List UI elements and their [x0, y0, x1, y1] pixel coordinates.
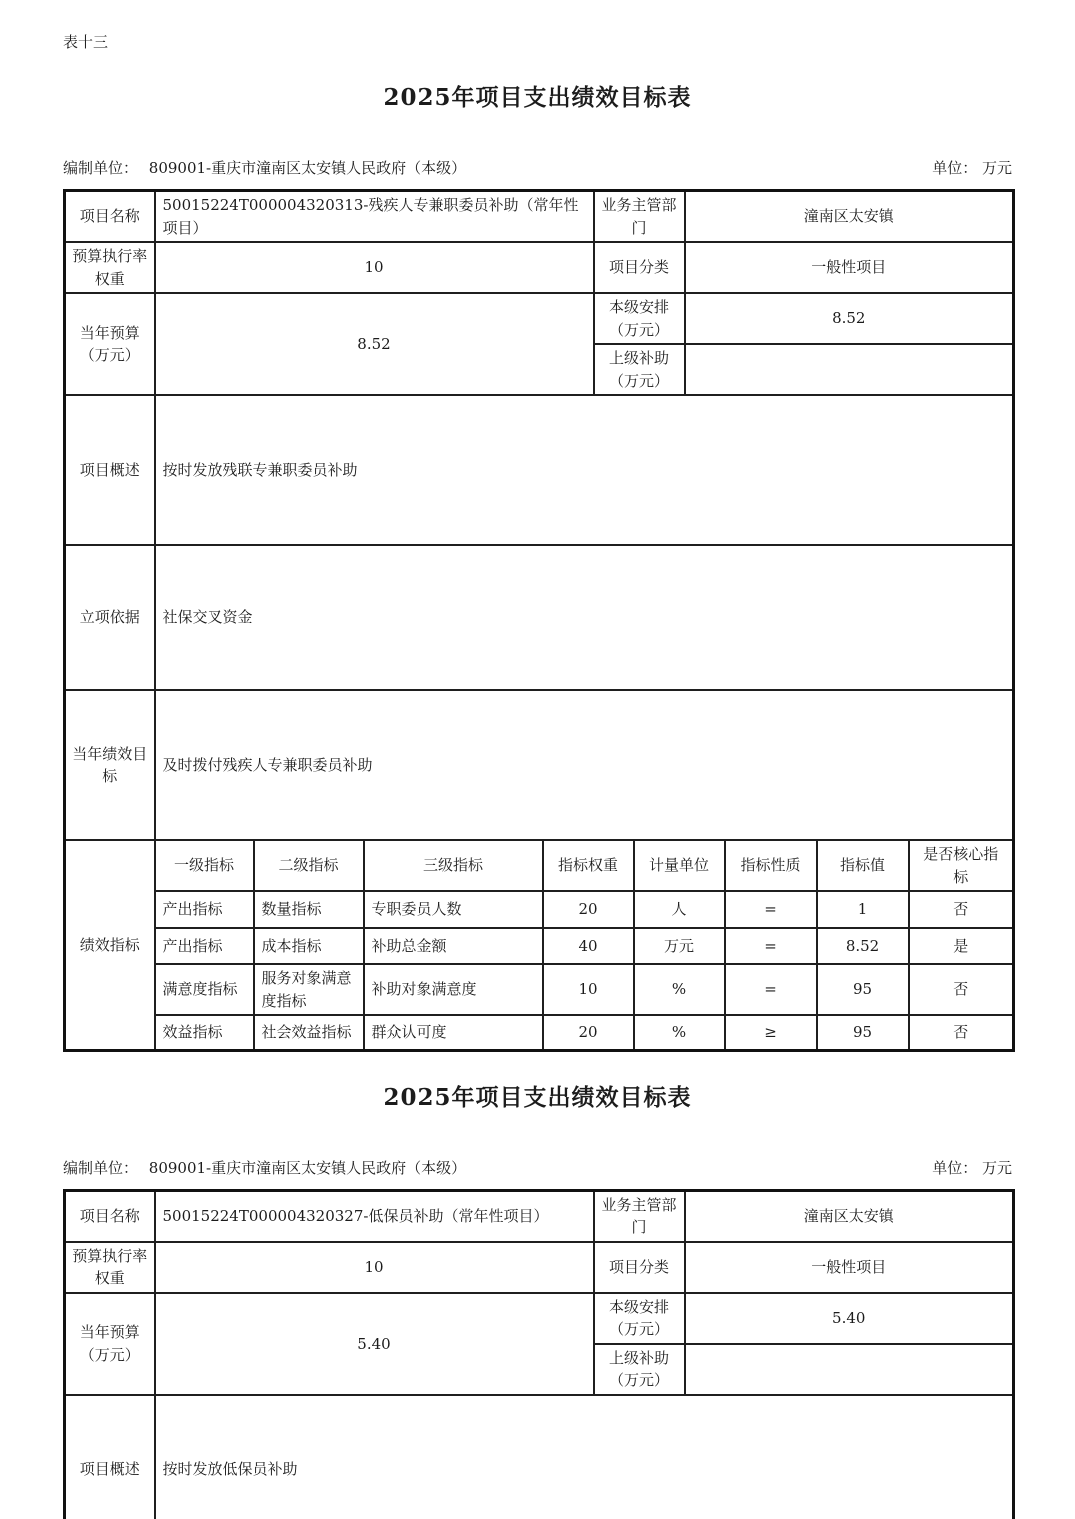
l1-cell: 产出指标: [155, 891, 254, 928]
table-row: [65, 545, 1014, 690]
prepared-by-label: 编制单位：: [63, 1158, 139, 1177]
table-row: [65, 395, 1014, 545]
weight-cell: 20: [543, 1015, 634, 1050]
indicator-header-cell: 指标值: [817, 840, 909, 891]
prepared-by-value: 809001-重庆市潼南区太安镇人民政府（本级）: [148, 1158, 467, 1177]
year-budget-value-cell: 8.52: [155, 293, 594, 395]
dept-label-cell: 业务主管部门: [594, 1190, 685, 1242]
project-name-value-cell: 50015224T000004320327-低保员补助（常年性项目）: [155, 1190, 594, 1242]
l2-cell: 社会效益指标: [254, 1015, 364, 1050]
project-name-value-cell: 50015224T000004320313-残疾人专兼职委员补助（常年性项目）: [155, 191, 594, 243]
core-cell: 否: [909, 891, 1014, 928]
overview-value-cell: 按时发放残联专兼职委员补助: [155, 395, 1014, 545]
prepared-by: [63, 157, 472, 178]
local-arrange-label-cell: 本级安排（万元）: [594, 1293, 685, 1344]
table-row: [65, 1190, 1014, 1242]
local-arrange-value-cell: 8.52: [685, 293, 1014, 344]
basis-label-cell: 立项依据: [65, 545, 155, 690]
indicator-header-cell: 三级指标: [364, 840, 543, 891]
indicator-row: [65, 928, 1014, 964]
table-row: [65, 1242, 1014, 1293]
value-cell: 8.52: [817, 928, 909, 964]
table-row: [65, 1395, 1014, 1519]
value-cell: 95: [817, 1015, 909, 1050]
project-class-value-cell: 一般性项目: [685, 1242, 1014, 1293]
indicator-header-cell: 指标权重: [543, 840, 634, 891]
indicator-header-cell: 一级指标: [155, 840, 254, 891]
dept-value-cell: 潼南区太安镇: [685, 191, 1014, 243]
indicator-row: [65, 964, 1014, 1015]
indicator-header-cell: 指标性质: [725, 840, 817, 891]
prepared-by-value: 809001-重庆市潼南区太安镇人民政府（本级）: [148, 159, 467, 178]
dept-label-cell: 业务主管部门: [594, 191, 685, 243]
nature-cell: =: [725, 928, 817, 964]
upper-subsidy-value-cell: [685, 1344, 1014, 1395]
basis-value-cell: 社保交叉资金: [155, 545, 1014, 690]
project-name-label-cell: 项目名称: [65, 1190, 155, 1242]
upper-subsidy-label-cell: 上级补助（万元）: [594, 1344, 685, 1395]
unit: [932, 1157, 1012, 1178]
perf-indicator-label-cell: 绩效指标: [65, 840, 155, 1050]
l1-cell: 满意度指标: [155, 964, 254, 1015]
unit: [932, 157, 1012, 178]
value-cell: 95: [817, 964, 909, 1015]
prepared-by: [63, 1157, 472, 1178]
l2-cell: 数量指标: [254, 891, 364, 928]
overview-label-cell: 项目概述: [65, 395, 155, 545]
meta-row: [63, 1157, 1012, 1178]
prepared-by-label: 编制单位：: [63, 159, 139, 178]
project-name-label-cell: 项目名称: [65, 191, 155, 243]
weight-cell: 40: [543, 928, 634, 964]
upper-subsidy-label-cell: 上级补助（万元）: [594, 344, 685, 395]
core-cell: 是: [909, 928, 1014, 964]
project-class-value-cell: 一般性项目: [685, 242, 1014, 293]
unit-value: 万元: [981, 159, 1012, 178]
year-budget-label-cell: 当年预算（万元）: [65, 1293, 155, 1395]
meta-row: [63, 157, 1012, 178]
report-title: 2025年项目支出绩效目标表: [383, 84, 692, 111]
table-row: [65, 242, 1014, 293]
core-cell: 否: [909, 964, 1014, 1015]
year-budget-value-cell: 5.40: [155, 1293, 594, 1395]
upper-subsidy-value-cell: [685, 344, 1014, 395]
indicator-row: [65, 891, 1014, 928]
indicator-row: [65, 1015, 1014, 1050]
performance-table-1: [63, 189, 1015, 1052]
core-cell: 否: [909, 1015, 1014, 1050]
indicator-header-cell: 是否核心指标: [909, 840, 1014, 891]
l3-cell: 群众认可度: [364, 1015, 543, 1050]
unit-cell: %: [634, 964, 725, 1015]
indicator-header-cell: 二级指标: [254, 840, 364, 891]
weight-cell: 10: [543, 964, 634, 1015]
local-arrange-value-cell: 5.40: [685, 1293, 1014, 1344]
l1-cell: 产出指标: [155, 928, 254, 964]
table-row: [65, 1293, 1014, 1344]
dept-value-cell: 潼南区太安镇: [685, 1190, 1014, 1242]
project-class-label-cell: 项目分类: [594, 242, 685, 293]
indicator-header-row: [65, 840, 1014, 891]
project-class-label-cell: 项目分类: [594, 1242, 685, 1293]
budget-weight-label-cell: 预算执行率权重: [65, 1242, 155, 1293]
l3-cell: 补助对象满意度: [364, 964, 543, 1015]
value-cell: 1: [817, 891, 909, 928]
unit-label: 单位：: [932, 1158, 978, 1177]
table-row: [65, 690, 1014, 840]
annual-target-label-cell: 当年绩效目标: [65, 690, 155, 840]
report-title: 2025年项目支出绩效目标表: [383, 1083, 692, 1111]
doc-tag: 表十三: [63, 33, 109, 51]
l3-cell: 专职委员人数: [364, 891, 543, 928]
table-row: [65, 191, 1014, 243]
annual-target-value-cell: 及时拨付残疾人专兼职委员补助: [155, 690, 1014, 840]
overview-value-cell: 按时发放低保员补助: [155, 1395, 1014, 1519]
l1-cell: 效益指标: [155, 1015, 254, 1050]
performance-table-2: [63, 1189, 1015, 1519]
unit-value: 万元: [981, 1158, 1012, 1177]
year-budget-label-cell: 当年预算（万元）: [65, 293, 155, 395]
unit-cell: %: [634, 1015, 725, 1050]
table-row: [65, 293, 1014, 344]
budget-weight-label-cell: 预算执行率权重: [65, 242, 155, 293]
budget-weight-value-cell: 10: [155, 1242, 594, 1293]
weight-cell: 20: [543, 891, 634, 928]
nature-cell: =: [725, 964, 817, 1015]
nature-cell: =: [725, 891, 817, 928]
budget-weight-value-cell: 10: [155, 242, 594, 293]
nature-cell: ≥: [725, 1015, 817, 1050]
overview-label-cell: 项目概述: [65, 1395, 155, 1519]
l3-cell: 补助总金额: [364, 928, 543, 964]
indicator-header-cell: 计量单位: [634, 840, 725, 891]
unit-label: 单位：: [932, 159, 978, 178]
local-arrange-label-cell: 本级安排（万元）: [594, 293, 685, 344]
unit-cell: 人: [634, 891, 725, 928]
l2-cell: 服务对象满意度指标: [254, 964, 364, 1015]
unit-cell: 万元: [634, 928, 725, 964]
l2-cell: 成本指标: [254, 928, 364, 964]
